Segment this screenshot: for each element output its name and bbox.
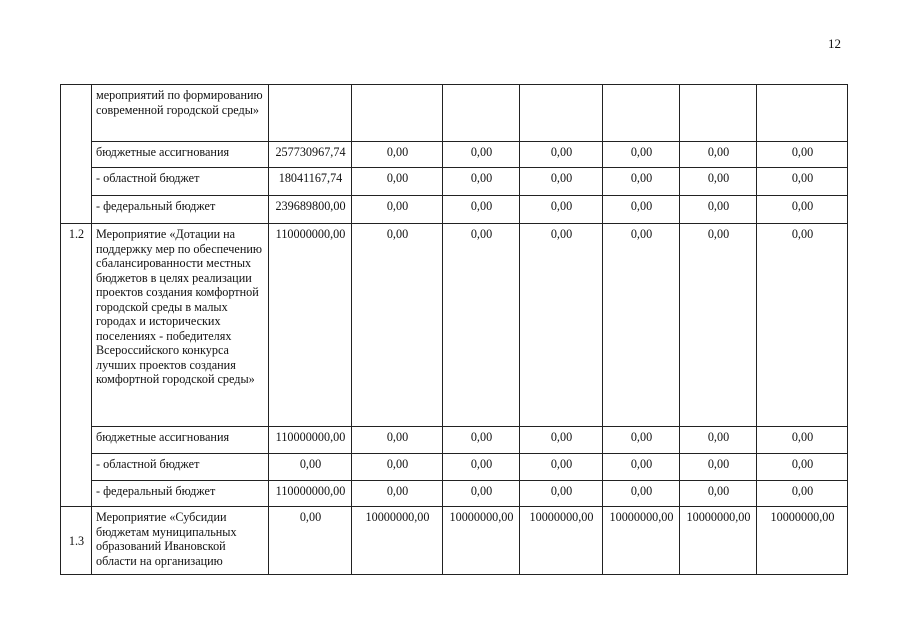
value-cell: 0,00 xyxy=(603,196,680,224)
value-cell: 0,00 xyxy=(680,427,757,454)
table-row xyxy=(61,142,848,168)
value-cell: 110000000,00 xyxy=(269,481,352,507)
value-cell: 0,00 xyxy=(680,481,757,507)
table-row xyxy=(61,454,848,481)
value-cell: 0,00 xyxy=(520,454,603,481)
value-cell: 0,00 xyxy=(603,481,680,507)
value-cell xyxy=(680,85,757,142)
value-cell: 0,00 xyxy=(680,196,757,224)
value-cell: 0,00 xyxy=(352,168,443,196)
row-label-cell: - федеральный бюджет xyxy=(92,196,269,224)
value-cell: 0,00 xyxy=(603,427,680,454)
value-cell: 0,00 xyxy=(757,224,848,427)
value-cell: 110000000,00 xyxy=(269,224,352,427)
value-cell: 110000000,00 xyxy=(269,427,352,454)
value-cell: 10000000,00 xyxy=(352,507,443,575)
table-row xyxy=(61,427,848,454)
value-cell: 0,00 xyxy=(680,224,757,427)
value-cell: 0,00 xyxy=(352,454,443,481)
value-cell: 0,00 xyxy=(603,142,680,168)
table-row xyxy=(61,507,848,575)
row-label-cell: мероприятий по формированию современной городской среды» xyxy=(92,85,269,142)
value-cell: 0,00 xyxy=(520,427,603,454)
value-cell: 0,00 xyxy=(269,507,352,575)
value-cell: 0,00 xyxy=(757,454,848,481)
value-cell xyxy=(603,85,680,142)
table-row xyxy=(61,85,848,142)
row-index-cell xyxy=(61,85,92,224)
value-cell: 10000000,00 xyxy=(680,507,757,575)
row-label-cell: - федеральный бюджет xyxy=(92,481,269,507)
row-label-cell: - областной бюджет xyxy=(92,454,269,481)
value-cell xyxy=(757,85,848,142)
value-cell: 257730967,74 xyxy=(269,142,352,168)
value-cell: 0,00 xyxy=(680,168,757,196)
value-cell: 10000000,00 xyxy=(520,507,603,575)
value-cell: 0,00 xyxy=(757,168,848,196)
table-row xyxy=(61,196,848,224)
value-cell: 0,00 xyxy=(443,196,520,224)
value-cell: 0,00 xyxy=(520,481,603,507)
value-cell xyxy=(269,85,352,142)
value-cell: 0,00 xyxy=(603,224,680,427)
value-cell xyxy=(520,85,603,142)
value-cell: 0,00 xyxy=(603,168,680,196)
value-cell: 0,00 xyxy=(680,142,757,168)
value-cell: 239689800,00 xyxy=(269,196,352,224)
value-cell: 0,00 xyxy=(757,481,848,507)
value-cell: 18041167,74 xyxy=(269,168,352,196)
value-cell: 0,00 xyxy=(520,224,603,427)
value-cell: 0,00 xyxy=(352,196,443,224)
budget-table xyxy=(60,84,848,575)
value-cell: 0,00 xyxy=(520,168,603,196)
row-label-cell: Мероприятие «Субсидии бюджетам муниципальных образований Ивановской области на организацию xyxy=(92,507,269,575)
value-cell: 10000000,00 xyxy=(603,507,680,575)
value-cell: 0,00 xyxy=(352,427,443,454)
value-cell xyxy=(352,85,443,142)
value-cell: 0,00 xyxy=(443,427,520,454)
row-label-cell: - областной бюджет xyxy=(92,168,269,196)
value-cell: 0,00 xyxy=(443,224,520,427)
value-cell: 0,00 xyxy=(352,224,443,427)
row-label-cell: бюджетные ассигнования xyxy=(92,142,269,168)
table-row xyxy=(61,481,848,507)
value-cell: 10000000,00 xyxy=(443,507,520,575)
value-cell: 0,00 xyxy=(352,481,443,507)
value-cell: 0,00 xyxy=(757,196,848,224)
table-row xyxy=(61,224,848,427)
value-cell: 0,00 xyxy=(680,454,757,481)
value-cell: 0,00 xyxy=(520,196,603,224)
value-cell: 0,00 xyxy=(443,454,520,481)
value-cell: 0,00 xyxy=(757,427,848,454)
row-label-cell: Мероприятие «Дотации на поддержку мер по обеспечению сбалансированности местных бюджетов в целях реализации проектов создания комфортной городской среды в малых городах и исторических поселениях - победителях Всероссийского конкурса лучших проектов создания комфортной городской среды» xyxy=(92,224,269,427)
value-cell: 10000000,00 xyxy=(757,507,848,575)
table-row xyxy=(61,168,848,196)
value-cell: 0,00 xyxy=(443,481,520,507)
value-cell: 0,00 xyxy=(520,142,603,168)
value-cell: 0,00 xyxy=(443,142,520,168)
value-cell: 0,00 xyxy=(443,168,520,196)
row-label-cell: бюджетные ассигнования xyxy=(92,427,269,454)
row-index-cell: 1.3 xyxy=(61,507,92,575)
value-cell xyxy=(443,85,520,142)
row-index-cell: 1.2 xyxy=(61,224,92,507)
value-cell: 0,00 xyxy=(603,454,680,481)
value-cell: 0,00 xyxy=(757,142,848,168)
value-cell: 0,00 xyxy=(352,142,443,168)
page-number: 12 xyxy=(828,36,841,51)
value-cell: 0,00 xyxy=(269,454,352,481)
